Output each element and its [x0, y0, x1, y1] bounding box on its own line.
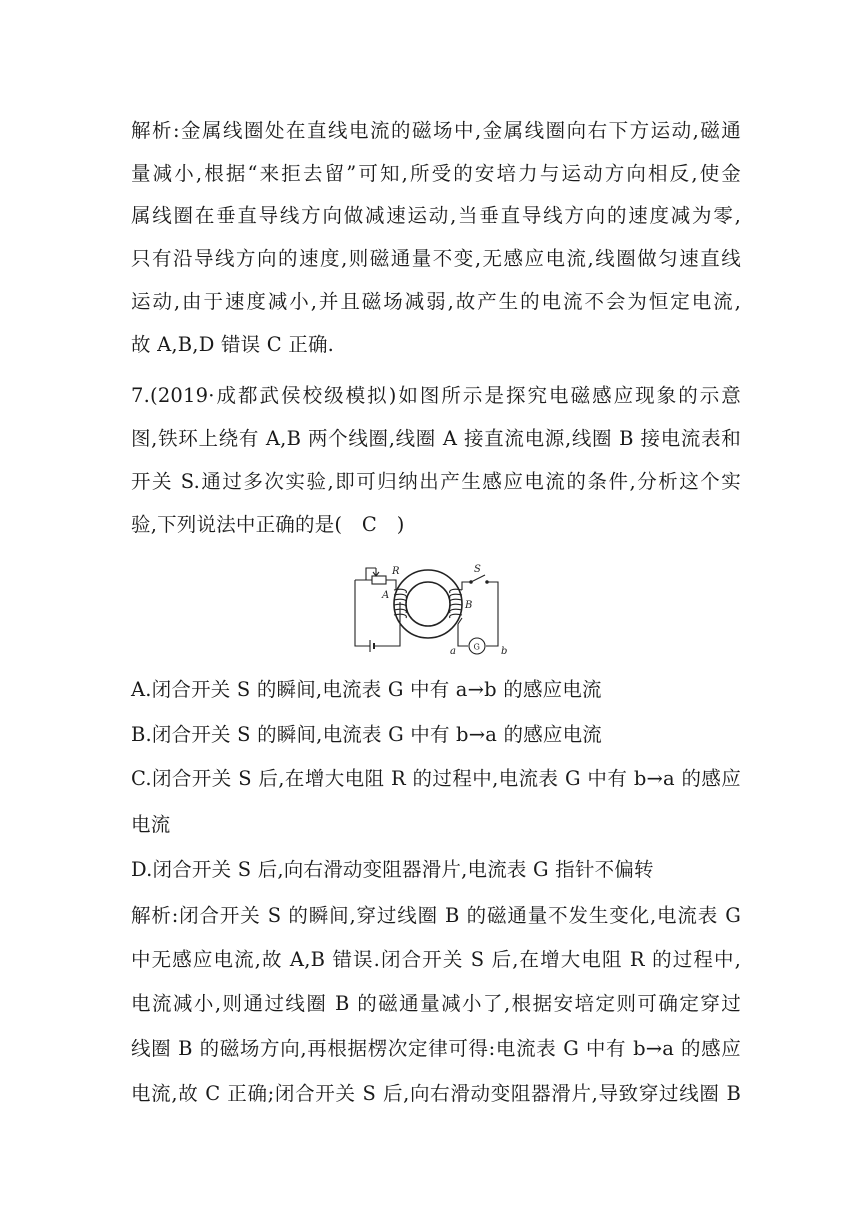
analysis-6-line: 运动,由于速度减小,并且磁场减弱,故产生的电流不会为恒定电流, [131, 290, 741, 313]
label-b: B [465, 600, 473, 611]
question-7-line: 图,铁环上绕有 A,B 两个线圈,线圈 A 接直流电源,线圈 B 接电流表和 [131, 427, 741, 450]
wire-b-bottom [458, 618, 468, 646]
label-terminal-b: b [501, 646, 508, 657]
option-c: C.闭合开关 S 后,在增大电阻 R 的过程中,电流表 G 中有 b→a 的感应 [131, 767, 741, 790]
iron-ring-outer [394, 570, 462, 638]
option-b: B.闭合开关 S 的瞬间,电流表 G 中有 b→a 的感应电流 [131, 723, 603, 746]
wire-left [355, 580, 370, 646]
option-a: A.闭合开关 S 的瞬间,电流表 G 中有 a→b 的感应电流 [131, 678, 602, 701]
circuit-diagram [340, 562, 520, 662]
option-c-continued: 电流 [131, 813, 171, 836]
label-s: S [474, 564, 481, 575]
analysis-7-line: 解析:闭合开关 S 的瞬间,穿过线圈 B 的磁通量不发生变化,电流表 G [131, 904, 741, 927]
label-g: G [473, 642, 480, 652]
rheostat-body [372, 576, 386, 584]
circuit-svg [340, 562, 520, 662]
analysis-6-line: 只有沿导线方向的速度,则磁通量不变,无感应电流,线圈做匀速直线 [131, 247, 741, 270]
analysis-6-line: 解析:金属线圈处在直线电流的磁场中,金属线圈向右下方运动,磁通 [131, 119, 741, 142]
wire-b-right [486, 582, 498, 646]
option-d: D.闭合开关 S 后,向右滑动变阻器滑片,电流表 G 指针不偏转 [131, 858, 654, 881]
switch-blade [471, 575, 485, 582]
wire-b-top [462, 582, 470, 590]
analysis-6-line: 量减小,根据“来拒去留”可知,所受的安培力与运动方向相反,使金 [131, 162, 741, 185]
label-r: R [392, 566, 400, 577]
wire-bottom [374, 602, 400, 646]
analysis-7-line: 电流,故 C 正确;闭合开关 S 后,向右滑动变阻器滑片,导致穿过线圈 B [131, 1082, 741, 1105]
question-7-line: 验,下列说法中正确的是( C ) [131, 513, 405, 536]
analysis-7-line: 中无感应电流,故 A,B 错误.闭合开关 S 后,在增大电阻 R 的过程中, [131, 948, 741, 971]
analysis-7-line: 电流减小,则通过线圈 B 的磁通量减小了,根据安培定则可确定穿过 [131, 992, 741, 1015]
analysis-6-line: 故 A,B,D 错误 C 正确. [131, 333, 335, 356]
label-terminal-a: a [450, 646, 456, 657]
analysis-7-line: 线圈 B 的磁场方向,再根据楞次定律可得:电流表 G 中有 b→a 的感应 [131, 1037, 741, 1060]
label-a: A [382, 590, 390, 601]
analysis-6-line: 属线圈在垂直导线方向做减速运动,当垂直导线方向的速度减为零, [131, 204, 741, 227]
iron-ring-inner [406, 582, 450, 626]
question-7-line: 7.(2019·成都武侯校级模拟)如图所示是探究电磁感应现象的示意 [131, 384, 741, 407]
wire-rheostat-out [386, 580, 396, 590]
question-7-line: 开关 S.通过多次实验,即可归纳出产生感应电流的条件,分析这个实 [131, 470, 741, 493]
